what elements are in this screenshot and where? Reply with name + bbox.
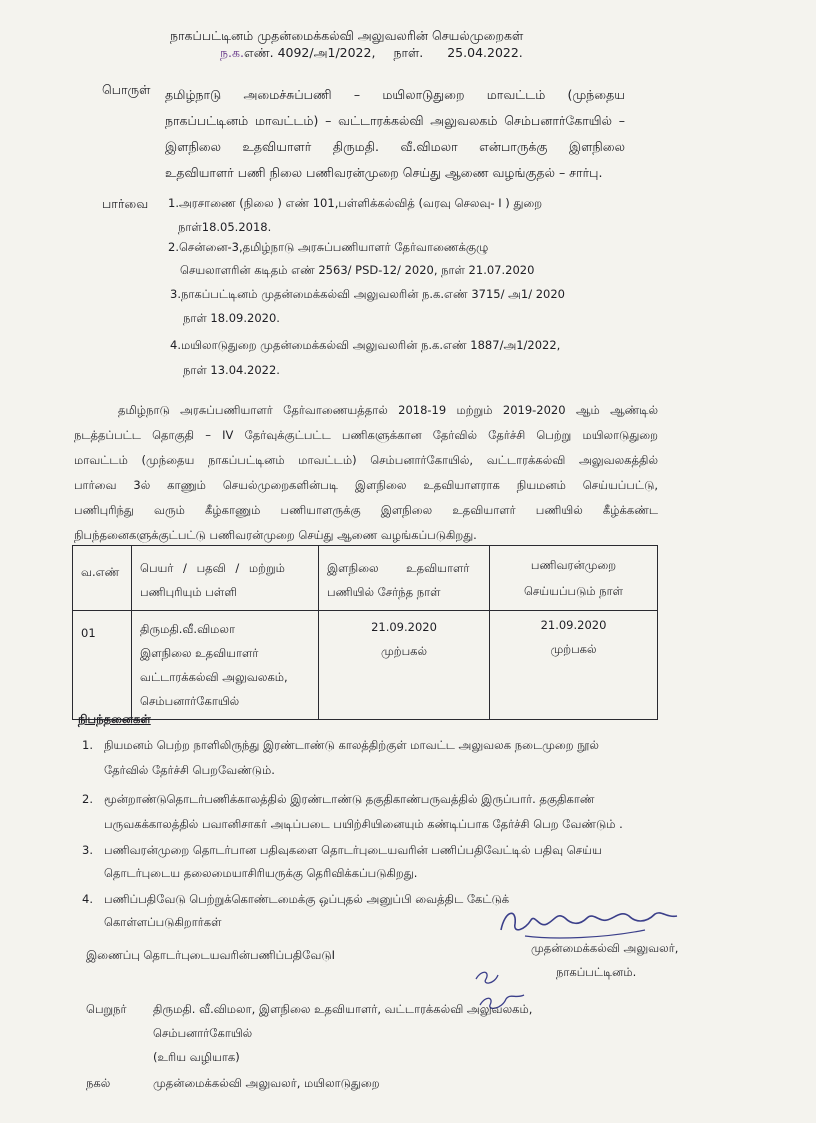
header-cell-join-date: இளநிலை உதவியாளர் பணியில் சேர்ந்த நாள் (319, 546, 490, 611)
employee-post: இளநிலை உதவியாளர் (140, 646, 259, 660)
condition-3-number: 3. (82, 843, 93, 857)
condition-1-line-2: தேர்வில் தேர்ச்சி பெறவேண்டும். (104, 763, 275, 777)
cell-reg-date (490, 611, 658, 720)
condition-4-line-1: பணிப்பதிவேடு பெற்றுக்கொண்டமைக்கு ஒப்புதல் அனுப்பி வைத்திட கேட்டுக் (104, 892, 510, 906)
conditions-title: நிபந்தனைகள் (78, 712, 151, 726)
ref-prefix: ந.க. (220, 45, 244, 60)
join-session: முற்பகல் (380, 644, 428, 658)
body-line-4: பார்வை 3ல் காணும் செயல்முறைகளின்படி இளநிலை உதவியாளராக நியமனம் செய்யப்பட்டு, (74, 478, 658, 492)
copy-text: முதன்மைக்கல்வி அலுவலர், மயிலாடுதுறை (153, 1076, 380, 1090)
condition-1-line-1: நியமனம் பெற்ற நாளிலிருந்து இரண்டாண்டு காலத்திற்குள் மாவட்ட அலுவலக நடைமுறை நூல் (104, 738, 599, 752)
condition-2-number: 2. (82, 792, 93, 806)
employee-name: திருமதி.வீ.விமலா (140, 622, 235, 636)
header-cell-sno: வ.எண் (73, 546, 132, 611)
signatory-title: முதன்மைக்கல்வி அலுவலர், (531, 941, 679, 955)
recipient-label: பெறுநர் (86, 1002, 127, 1016)
subject-line-1: தமிழ்நாடு அமைச்சுப்பணி – மயிலாடுதுறை மாவட்டம் (முந்தைய (165, 87, 625, 102)
header-cell-name: பெயர் / பதவி / மற்றும் பணிபுரியும் பள்ளி (132, 546, 319, 611)
table-row (73, 611, 658, 720)
reference-3-line-2: நாள் 18.09.2020. (183, 311, 280, 325)
reference-4-line-1: 4.மயிலாடுதுறை முதன்மைக்கல்வி அலுவலரின் ந.க.எண் 1887/அ1/2022, (170, 338, 561, 352)
reference-2-line-1: 2.சென்னை-3,தமிழ்நாடு அரசுப்பணியாளர் தேர்வாணைக்குழு (168, 240, 489, 254)
cell-join-date (319, 611, 490, 720)
join-date: 21.09.2020 (371, 620, 437, 634)
cell-name-post (132, 611, 319, 720)
reference-3-line-1: 3.நாகப்பட்டினம் முதன்மைக்கல்வி அலுவலரின் ந.க.எண் 3715/ அ1/ 2020 (170, 287, 566, 301)
body-line-3: மாவட்டம் (முந்தைய நாகப்பட்டினம் மாவட்டம்) செம்பனார்கோயில், வட்டாரக்கல்வி அலுவலகத்தில் (74, 453, 658, 467)
condition-2-line-2: பருவகக்காலத்தில் பவானிசாகர் அடிப்படை பயிற்சியினையும் கண்டிப்பாக தேர்ச்சி பெற வேண்டும் . (104, 817, 623, 831)
body-line-6: நிபந்தனைகளுக்குட்பட்டு பணிவரன்முறை செய்து ஆணை வழங்கப்படுகிறது. (74, 528, 477, 542)
reference-line (220, 45, 523, 62)
employee-place: செம்பனார்கோயில் (140, 694, 240, 708)
body-line-2: நடத்தப்பட்ட தொகுதி – IV தேர்வுக்குட்பட்ட பணிகளுக்கான தேர்வில் தேர்ச்சி பெற்று மயிலாடுதுறை (74, 428, 658, 442)
reference-label: பார்வை (102, 196, 149, 211)
recipient-line-2: செம்பனார்கோயில் (153, 1026, 253, 1040)
subject-line-4: உதவியாளர் பணி நிலை பணிவரன்முறை செய்து ஆணை வழங்குதல் – சார்பு. (165, 165, 603, 180)
reference-2-line-2: செயலாளரின் கடிதம் எண் 2563/ PSD-12/ 2020, நாள் 21.07.2020 (180, 263, 535, 277)
condition-2-line-1: மூன்றாண்டுதொடர்பணிக்காலத்தில் இரண்டாண்டு தகுதிகாண்பருவத்தில் இருப்பார். தகுதிகாண் (104, 792, 595, 806)
reference-1-line-1: 1.அரசாணை (நிலை ) எண் 101,பள்ளிக்கல்வித் (வரவு செலவு- I ) துறை (168, 196, 543, 210)
reference-4-line-2: நாள் 13.04.2022. (183, 363, 280, 377)
body-line-1: தமிழ்நாடு அரசுப்பணியாளர் தேர்வாணையத்தால் 2018-19 மற்றும் 2019-2020 ஆம் ஆண்டில் (118, 403, 658, 417)
office-title: நாகப்பட்டினம் முதன்மைக்கல்வி அலுவலரின் செயல்முறைகள் (170, 28, 524, 43)
body-line-5: பணிபுரிந்து வரும் கீழ்காணும் பணியாளருக்கு இளநிலை உதவியாளர் பணியில் கீழ்க்கண்ட (74, 503, 658, 517)
condition-4-line-2: கொள்ளப்படுகிறார்கள் (104, 915, 222, 929)
subject-label: பொருள் (102, 82, 151, 97)
reg-session: முற்பகல் (550, 642, 597, 656)
ref-number: எண். 4092/அ1/2022, (243, 45, 376, 60)
subject-line-3: இளநிலை உதவியாளர் திருமதி. வீ.விமலா என்பாருக்கு இளநிலை (165, 139, 625, 154)
condition-4-number: 4. (82, 892, 93, 906)
employee-office: வட்டாரக்கல்வி அலுவலகம், (140, 670, 288, 684)
header-cell-reg-date: பணிவரன்முறை செய்யப்படும் நாள் (490, 546, 658, 611)
enclosure-text: இணைப்பு தொடர்புடையவரின்பணிப்பதிவேடுI (86, 948, 335, 962)
reference-1-line-2: நாள்18.05.2018. (178, 220, 272, 234)
recipient-line-1: திருமதி. வீ.விமலா, இளநிலை உதவியாளர், வட்டாரக்கல்வி அலுவலகம், (153, 1002, 533, 1016)
subject-line-2: நாகப்பட்டினம் மாவட்டம்) – வட்டாரக்கல்வி அலுவலகம் செம்பனார்கோயில் – (165, 113, 625, 128)
copy-label: நகல் (86, 1076, 111, 1090)
date-label: நாள். (393, 45, 424, 60)
recipient-line-3: (உரிய வழியாக) (153, 1050, 240, 1064)
table-header-row (73, 546, 658, 611)
condition-1-number: 1. (82, 738, 93, 752)
order-date: 25.04.2022. (447, 45, 523, 60)
regularisation-table (72, 545, 658, 720)
cell-sno: 01 (73, 611, 132, 720)
signatory-place: நாகப்பட்டினம். (556, 965, 637, 979)
condition-3-line-2: தொடர்புடைய தலைமையாசிரியருக்கு தெரிவிக்கப்படுகிறது. (104, 866, 418, 880)
reg-date: 21.09.2020 (540, 618, 607, 632)
condition-3-line-1: பணிவரன்முறை தொடர்பான பதிவுகளை தொடர்புடையவரின் பணிப்பதிவேட்டில் பதிவு செய்ய (104, 843, 602, 857)
